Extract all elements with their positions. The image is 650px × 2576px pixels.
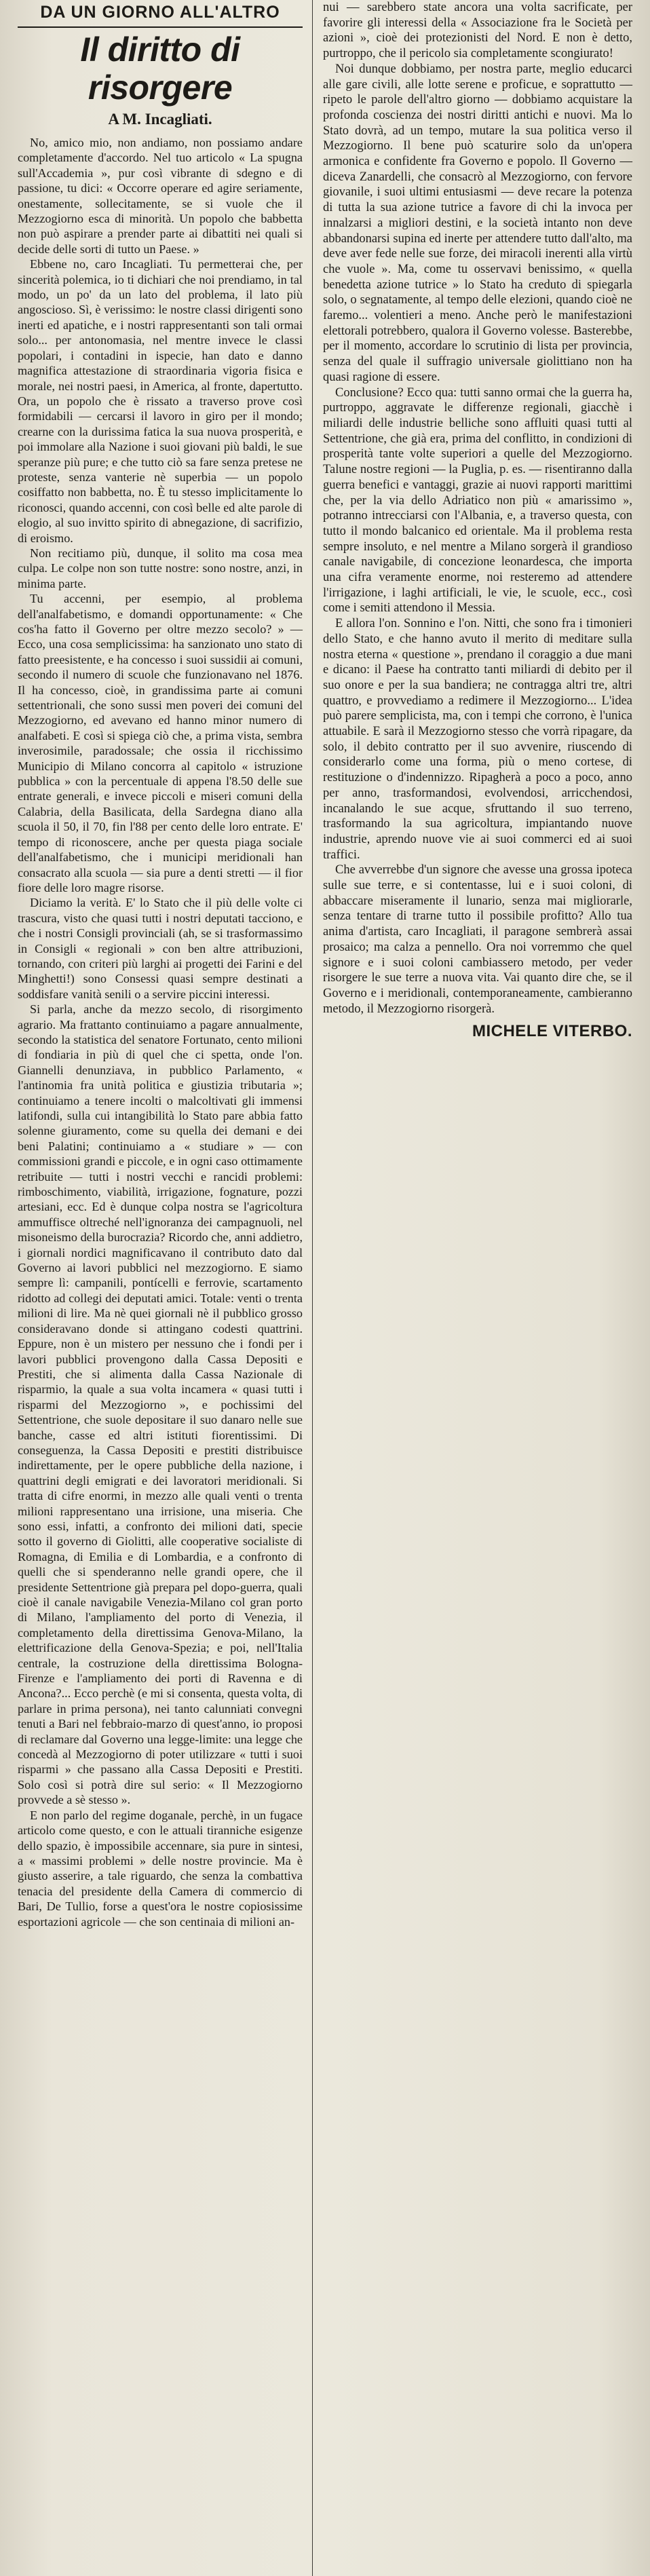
article-paragraph: Si parla, anche da mezzo secolo, di risorgimento agrario. Ma frattanto continuiamo a pagare annualmente, secondo la statistica del senatore Fortunato, cento milioni di fondiaria in più di quel che ci spetta, onde l'on. Giannelli denunziava, in pubblico Parlamento, « l'antinomia fra unità politica e giustizia tributaria »; continuiamo a tenere incolti o malcoltivati gli immensi latifondi, sulla cui intangibilità lo Stato pare abbia fatto solenne giuramento, come su quella dei demani e dei beni Palatini; continuiamo a « studiare » — con commissioni grandi e piccole, e in ogni caso ottimamente retribuite — tutti i nostri vecchi e rancidi problemi: rimboschimento, viabilità, irrigazione, fognature, pozzi artesiani, ecc. Ed è dunque colpa nostra se l'agricoltura ammuffisce oltreché nell'ignoranza dei campagnuoli, nel misoneismo della burocrazia? Ricordo che, anni addietro, i giornali nordici magnificavano il contributo dato dal Governo ai lavori pubblici nel mezzogiorno. E siamo sempre lì: campanili, pontícelli e ferrovie, scartamento ridotto ad collegi dei deputati amici. Totale: venti o trenta milioni di lire. Ma nè quei giornali nè il pubblico grosso consideravano donde si attingano codesti quattrini. Eppure, non è un mistero per nessuno che i fondi per i lavori pubblici provengono dalla Cassa Depositi e Prestiti, che si alimenta dalla Cassa Nazionale di risparmio, la quale a sua volta incamera « quasi tutti i risparmi del Mezzogiorno », e pochissimi del Settentrione, che suole depositare il suo danaro nelle sue banche, casse ed altri istituti fiorentissimi. Di conseguenza, la Cassa Depositi e prestiti distribuisce indirettamente, per le opere pubbliche della nazione, i quattrini degli emigrati e dei lavoratori meridionali. Si tratta di cifre enormi, in mezzo alle quali venti o trenta milioni rappresentano una irrisione, una miseria. Che sono essi, infatti, a confronto dei milioni dati, specie sotto il governo di Giolitti, alle cooperative socialiste di Romagna, di Emilia e di Lombardia, e a confronto di quelli che si spenderanno nelle grandi opere, che il presidente Settentrione già prepara pel dopo-guerra, quali cioè il canale navigabile Venezia-Milano col gran porto di Milano, l'ampliamento del porto di Venezia, il completamento della direttissima Genova-Milano, la elettrificazione della Genova-Spezia; e poi, nell'Italia centrale, la costruzione della direttissima Bologna-Firenze e l'ampliamento dei porti di Ravenna e di Ancona?... Ecco perchè (e mi si consenta, questa volta, di parlare in prima persona), nei tanto calunniati convegni tenuti a Bari nel febbraio-marzo di quest'anno, io proposi di reclamare dal Governo una legge-limite: una legge che concedà al Mezzogiorno di poter utilizzare « tutti i suoi risparmi » che passano alla Cassa Depositi e Prestiti. Solo così si potrà dire sul serio: « Il Mezzogiorno provvede a sè stesso ».: [18, 1002, 303, 1807]
article-paragraph: Ebbene no, caro Incagliati. Tu permetterai che, per sincerità polemica, io ti dichiari che noi prendiamo, in tal modo, un po' da un lato del problema, il lato più angoscioso. Sì, è verissimo: le nostre classi dirigenti sono inerti ed apatiche, e i nostri rappresentanti son tali ormai solo... per antonomasia, nel mentre invece le classi popolari, i contadini in ispecie, han dato e danno magnifica attestazione di straordinaria vigoria fisica e morale, nei nostri paesi, in America, al fronte, dapertutto. Ora, un popolo che è rissato a traverso prove così formidabili — cercarsi il lavoro in giro per il mondo; crearne con la durissima fatica la sua nuova prosperità, e poi immolare alla Nazione i suoi giovani più baldi, le sue speranze più pure; e che tutto ciò sa fare senza pretese ne proteste, senza vanterie nè superbia — un popolo cosiffatto non babbetta, no. È tu stesso implicitamente lo riconosci, quando accenni, con così belle ed alte parole di elogio, al suo invitto spirito di abnegazione, di sacrifizio, di eroismo.: [18, 257, 303, 545]
article-paragraph: No, amico mio, non andiamo, non possiamo andare completamente d'accordo. Nel tuo articolo « La spugna sull'Accademia », pur così vibrante di sdegno e di passione, tu dici: « Occorre operare ed agire seriamente, onestamente, sollecitamente, se si vuole che il Mezzogiorno esca di minorità. Un popolo che babbetta non può aspirare a prender parte ai dibattiti nei quali si decide delle sorti di tutto un Paese. »: [18, 136, 303, 256]
article-paragraph: Tu accenni, per esempio, al problema dell'analfabetismo, e domandi opportunamente: « Che cos'ha fatto il Governo per oltre mezzo secolo? » — Ecco, una cosa semplicissima: ha sanzionato uno stato di fatto preesistente, e ha concesso i suoi sussidii ai comuni, secondo il numero di scuole che funzionavano nel 1876. Il ha concesso, cioè, in grandissima parte ai comuni settentrionali, che sono sussi men poveri dei comuni del Mezzogiorno, ed avevano ed hanno minor numero di analfabeti. E così si spiega ciò che, a prima vista, sembra inverosimile, paradossale; che ossia il ricchissimo Municipio di Milano concorra al capitolo « istruzione pubblica » con la percentuale di appena l'8.50 delle sue entrate generali, e invece piccoli e miseri comuni della Calabria, della Basilicata, della Sardegna diano alla scuola il 50, il 70, fin l'88 per cento delle loro entrate. E' tempo di riconoscere, anche per questa piaga sociale dell'analfabetismo, che i municipi meridionali han consacrato alla scuola — sia pure a denti stretti — il fior fiore delle loro magre risorse.: [18, 592, 303, 894]
article-paragraph: Noi dunque dobbiamo, per nostra parte, meglio educarci alle gare civili, alle lotte serene e proficue, e soprattutto — ripeto le parole dell'altro giorno — dobbiamo acquistare la profonda coscienza dei nostri diritti antichi e nuovi. Ma lo Stato dovrà, ad un tempo, mutare la sua politica verso il Mezzogiorno. Il bene può scaturire solo da un'opera armonica e confidente fra Governo e popolo. Il Governo — diceva Zanardelli, che consacrò al Mezzogiorno, con fervore giovanile, i suoi ultimi entusiasmi — deve recare la potenza di tutta la sua azione tutrice a favore di chi la invoca per innalzarsi a migliori destini, e la società intanto non deve abbandonarsi supina ed inerte per attendere tutto dall'alto, ma deve aver fede nelle sue forze, dei miracoli inerenti alla virtù che vuole ». Ma, come tu osservavi benissimo, « quella benedetta azione tutrice » lo Stato ha creduto di spiegarla solo, o segnatamente, al tempo delle elezioni, quando cioè ne faremo... volentieri a meno. Anche però le manifestazioni elettorali potrebbero, qualora il Governo volesse. Basterebbe, per il momento, accordare lo scrutinio di lista per provincia, senza del quale il suffragio universale giolittiano non ha quasi ragione di essere.: [323, 62, 632, 384]
article-paragraph: E non parlo del regime doganale, perchè, in un fugace articolo come questo, e con le attuali tiranniche esigenze dello spazio, è impossibile accennare, sia pure in sintesi, a « massimi problemi » delle nostre provincie. Ma è giusto asserire, a tale riguardo, che senza la combattiva tenacia del presidente della Camera di commercio di Bari, De Tullio, forse a quest'ora le nostre copiosissime esportazioni agricole — che son centinaia di milioni an-: [18, 1808, 303, 1929]
article-paragraph: Che avverrebbe d'un signore che avesse una grossa ipoteca sulle sue terre, e si contentasse, lui e i suoi coloni, di abbaccare miseramente il lunario, senza mai migliorarle, senza tentare di trarne tutto il possibile profitto? Allo tua anima d'artista, caro Incagliati, il paragone sembrerà assai prosaico; ma calza a pennello. Ora noi vorremmo che quel signore e i suoi coloni cambiassero metodo, per veder risorgere le sue terre a nuova vita. Vai quanto dire che, se il Governo e i meridionali, contemporaneamente, cambieranno metodo, il Mezzogiorno risorgerà.: [323, 863, 632, 1016]
article-dedication: A M. Incagliati.: [108, 111, 212, 128]
right-column: [319, 0, 635, 1041]
heading-rule: [18, 26, 303, 28]
left-column: [15, 0, 307, 1929]
article-paragraph: Non recitiamo più, dunque, il solito ma cosa mea culpa. Le colpe non son tutte nostre: sono nostre, anzi, in minima parte.: [18, 546, 303, 590]
article-paragraph: Diciamo la verità. E' lo Stato che il più delle volte ci trascura, visto che quasi tutti i nostri deputati tacciono, e che i nostri Consigli provinciali (ah, se si trasformassimo in Consigli « regionali » con ben altre attribuzioni, tornando, con criteri più larghi ai progetti dei Farini e del Minghetti!) sono Consessi quasi sempre destinati a soddisfare vanità senili o a servire piccini interessi.: [18, 896, 303, 1001]
column-divider: [312, 0, 313, 2576]
column-heading: DA UN GIORNO ALL'ALTRO: [40, 3, 280, 22]
article-paragraph: Conclusione? Ecco qua: tutti sanno ormai che la guerra ha, purtroppo, aggravate le differenze regionali, giacchè i miliardi delle industrie belliche sono affluiti quasi tutti al Settentrione, che già era, prima del conflitto, in condizioni di prosperità tante volte superiori a quelle del Mezzogiorno. Talune nostre regioni — la Puglia, p. es. — risentiranno dalla guerra benefici e vantaggi, grazie ai nuovi rapporti marittimi che, per la via dello Adriatico non più « amarissimo », potranno intrecciarsi con l'Albania, e, a traverso questa, con tutto il mondo balcanico ed orientale. Ma il problema resta sempre insoluto, e nel mentre a Milano sorgerà il grandioso canale navigabile, di concezione leonardesca, che importa una cifra veramente enorme, noi resteremo ad attendere l'irrigazione, i laghi artificiali, le vie, le scuole, ecc., così come i semiti attendono il Messia.: [323, 385, 632, 615]
article-paragraph-continued: nui — sarebbero state ancora una volta sacrificate, per favorire gli interessi della « Associazione fra le Società per azioni », cioè dei protezionisti del Nord. E non è detto, purtroppo, che il pericolo sia completamente scongiurato!: [323, 1, 632, 61]
article-paragraph: E allora l'on. Sonnino e l'on. Nitti, che sono fra i timonieri dello Stato, e che hanno avuto il merito di meditare sulla nostra eterna « questione », prendano il coraggio a due mani e dicano: il Paese ha contratto tanti miliardi di debito per il suo onore e per la sua bandiera; ne contragga altri tre, altri quattro, e provvediamo a redimere il Mezzogiorno... L'idea può parere semplicista, ma, con i tempi che corrono, è l'unica attuabile. E sarà il Mezzogiorno stesso che vorrà ripagare, da solo, il debito contratto per il suo avvenire, riuscendo di considerarlo come una forma, più o meno cortese, di restituzione o d'indennizzo. Ripagherà a poco a poco, anno per anno, trasformandosi, evolvendosi, arricchendosi, incanalando le sue acque, sfruttando il suo terreno, trasformando la sua agricoltura, impiantando nuove industrie, aprendo nuove vie ai suoi commerci ed ai suoi traffici.: [323, 617, 632, 862]
article-headline: Il diritto di risorgere: [80, 31, 240, 107]
author-signature: MICHELE VITERBO.: [472, 1022, 632, 1041]
